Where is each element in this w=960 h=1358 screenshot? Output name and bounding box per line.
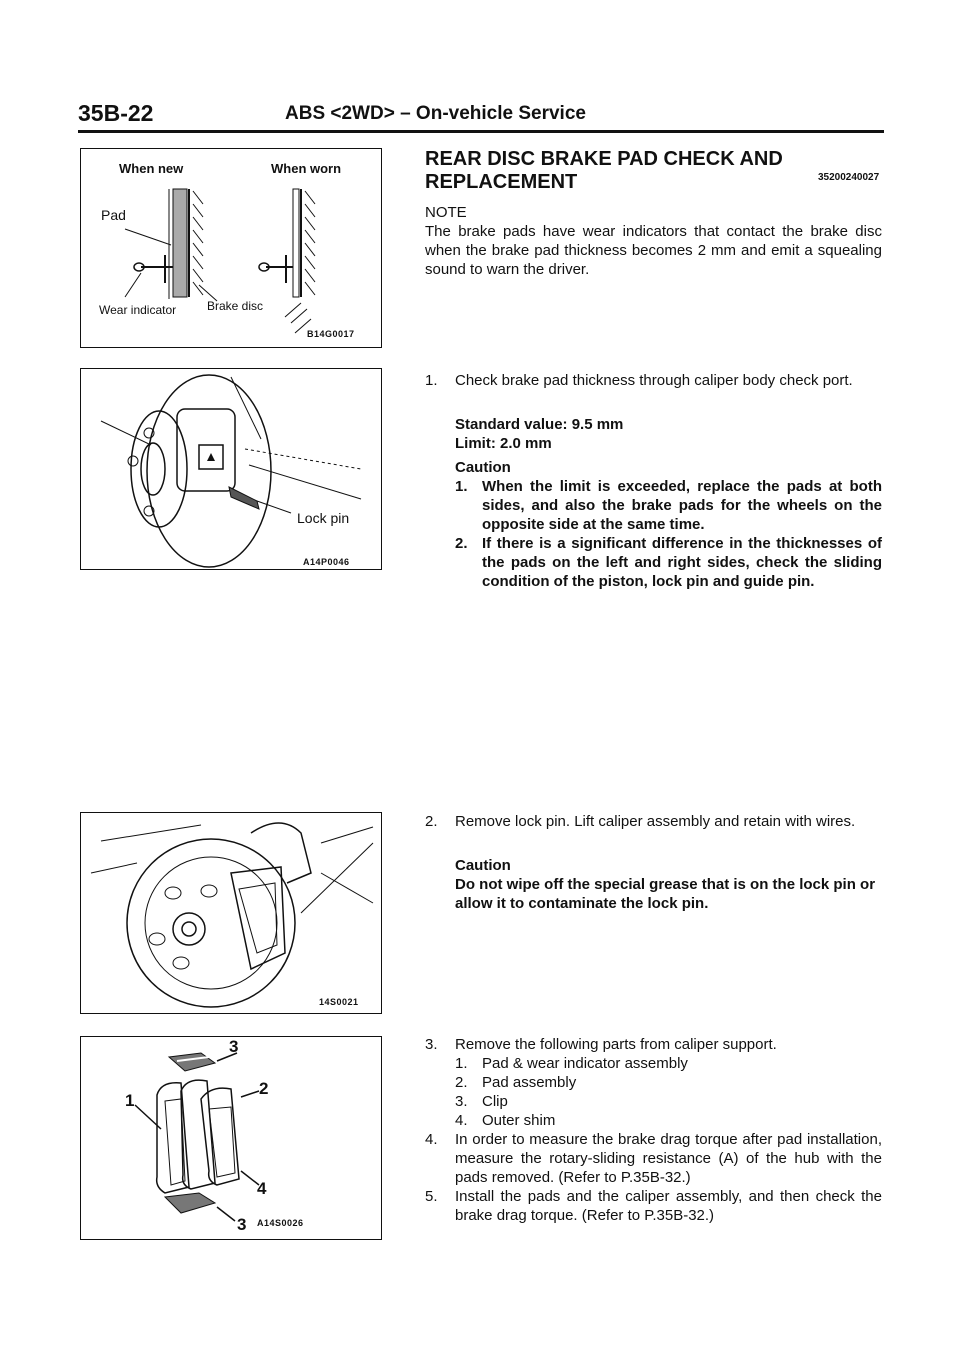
figure-pad-parts [80, 1036, 382, 1240]
step-5-text: Install the pads and the caliper assembly, and then check the brake drag torque. (Refer to P.35B-32.) [455, 1188, 882, 1224]
callout-3-bottom: 3 [237, 1215, 247, 1234]
figure-code: A14S0026 [257, 1218, 304, 1228]
page-header-title: ABS <2WD> – On-vehicle Service [285, 103, 586, 124]
page-number: 35B-22 [78, 100, 154, 126]
caution-1-number: 1. [455, 478, 468, 495]
figure-code: 14S0021 [319, 997, 359, 1007]
label-wear-indicator: Wear indicator [99, 303, 177, 317]
section-title-line2: REPLACEMENT [425, 171, 578, 193]
label-lock-pin: Lock pin [297, 510, 350, 526]
header-rule [78, 130, 884, 133]
step-1-text: Check brake pad thickness through caliper body check port. [455, 372, 853, 389]
step-2-text: Remove lock pin. Lift caliper assembly and retain with wires. [455, 813, 856, 830]
part-2-number: 2. [455, 1074, 468, 1091]
label-pad: Pad [101, 207, 126, 223]
callout-4: 4 [257, 1179, 267, 1198]
step-3-text: Remove the following parts from caliper support. [455, 1036, 777, 1053]
label-brake-disc: Brake disc [207, 299, 264, 313]
section-code: 35200240027 [818, 172, 880, 183]
callout-1: 1 [125, 1091, 135, 1110]
note-text: The brake pads have wear indicators that contact the brake disc when the brake pad thickness becomes 2 mm and emit a squealing sound to warn the driver. [425, 223, 882, 278]
figure-wear-indicator [80, 148, 382, 348]
step-2-caution-label: Caution [455, 857, 511, 874]
section-title-line1: REAR DISC BRAKE PAD CHECK AND [425, 148, 783, 170]
figure-caliper-check [80, 368, 382, 570]
callout-2: 2 [259, 1079, 269, 1098]
step-2-number: 2. [425, 813, 438, 830]
part-2-text: Pad assembly [482, 1074, 577, 1091]
callout-3-top: 3 [229, 1037, 239, 1056]
caution-2-text: If there is a significant difference in the thicknesses of the pads on the left and right sides, check the sliding condition of the piston, lock pin and guide pin. [482, 535, 882, 590]
part-3-number: 3. [455, 1093, 468, 1110]
section-title [425, 148, 783, 194]
part-1-number: 1. [455, 1055, 468, 1072]
step-3-number: 3. [425, 1036, 438, 1053]
step-5-number: 5. [425, 1188, 438, 1205]
pad-parts-illustration [81, 1037, 381, 1239]
limit-value: Limit: 2.0 mm [455, 435, 552, 452]
note-label: NOTE [425, 204, 467, 221]
label-when-new: When new [119, 161, 184, 176]
part-3-text: Clip [482, 1093, 508, 1110]
caliper-check-illustration [81, 369, 381, 569]
figure-code: A14P0046 [303, 557, 350, 567]
step-4-text: In order to measure the brake drag torque after pad installation, measure the rotary-sliding resistance (A) of the hub with the pads removed. (Refer to P.35B-32.) [455, 1131, 882, 1186]
part-1-text: Pad & wear indicator assembly [482, 1055, 688, 1072]
step-4-number: 4. [425, 1131, 438, 1148]
figure-code: B14G0017 [307, 329, 355, 339]
caution-label: Caution [455, 459, 511, 476]
part-4-text: Outer shim [482, 1112, 556, 1129]
step-1-number: 1. [425, 372, 438, 389]
step-2-caution-text: Do not wipe off the special grease that is on the lock pin or allow it to contaminate the lock pin. [455, 876, 876, 912]
caliper-lift-illustration [81, 813, 381, 1013]
caution-1-text: When the limit is exceeded, replace the pads at both sides, and also the brake pads for the wheels on the opposite side at the same time. [482, 478, 882, 533]
wear-indicator-illustration [81, 149, 381, 347]
figure-caliper-lift [80, 812, 382, 1014]
part-4-number: 4. [455, 1112, 468, 1129]
label-when-worn: When worn [271, 161, 342, 176]
caution-2-number: 2. [455, 535, 468, 552]
standard-value: Standard value: 9.5 mm [455, 416, 624, 433]
